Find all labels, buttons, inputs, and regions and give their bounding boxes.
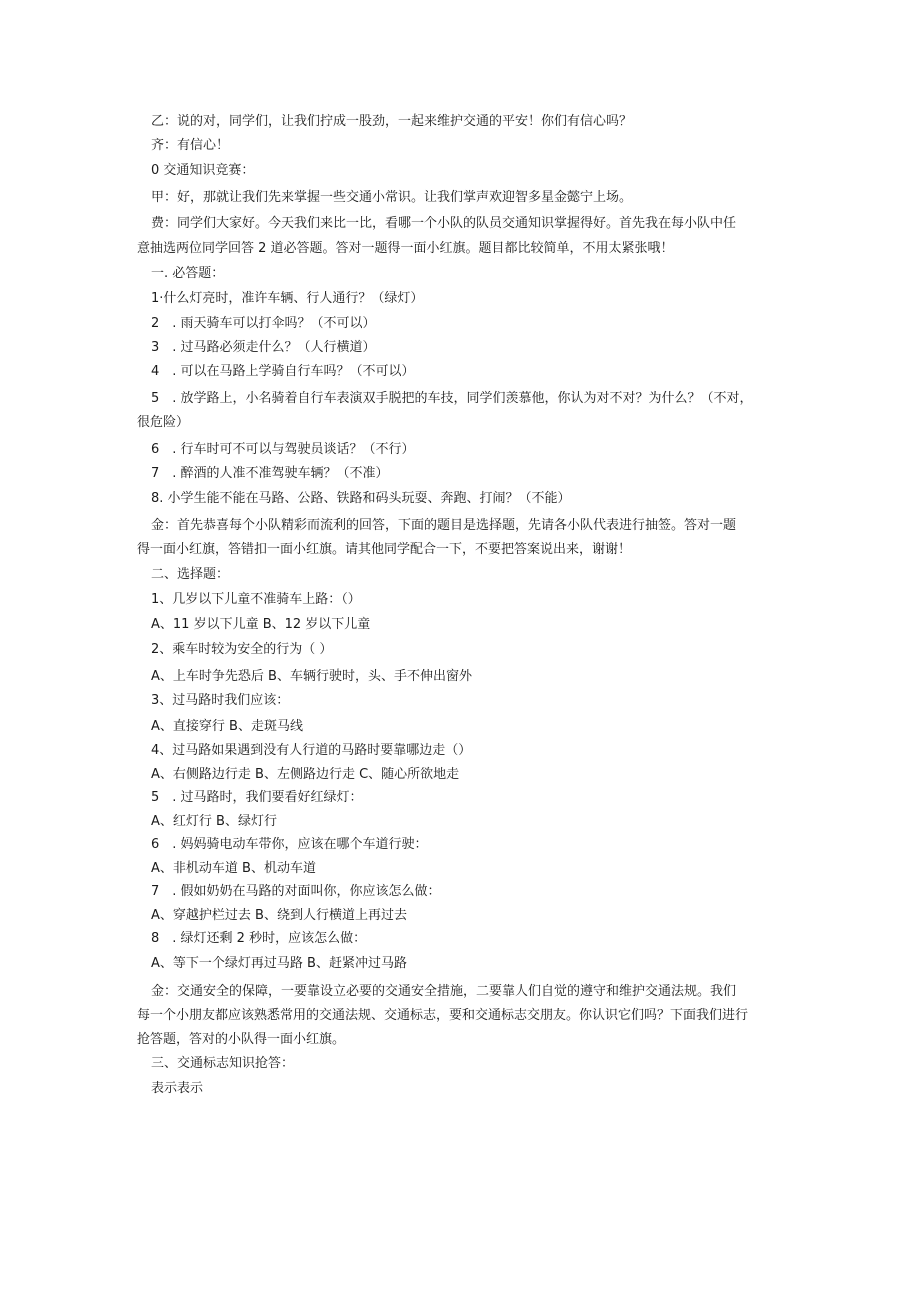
section-heading: 0 交通知识竞赛：	[151, 163, 255, 178]
answer-options: A、红灯行 B、绿灯行	[151, 814, 277, 829]
text-line: 金：首先恭喜每个小队精彩而流利的回答，下面的题目是选择题，先请各小队代表进行抽签。答对一题	[151, 518, 737, 533]
list-item: 6 . 行车时可不可以与驾驶员谈话？（不行）	[151, 442, 415, 457]
question: 4、过马路如果遇到没有人行道的马路时要靠哪边走（）	[151, 743, 472, 758]
list-item: 5 . 放学路上，小名骑着自行车表演双手脱把的车技，同学们羡慕他，你认为对不对？为什么？（不对，	[151, 391, 753, 406]
question: 1、几岁以下儿童不准骑车上路：（）	[151, 592, 361, 607]
text-line: 乙：说的对，同学们，让我们拧成一股劲，一起来维护交通的平安！你们有信心吗？	[151, 114, 633, 129]
text-line: 很危险）	[137, 415, 190, 430]
answer-options: A、上车时争先恐后 B、车辆行驶时，头、手不伸出窗外	[151, 669, 472, 684]
text-line: 齐：有信心！	[151, 138, 230, 153]
question: 6 . 妈妈骑电动车带你，应该在哪个车道行驶：	[151, 837, 428, 852]
answer-options: A、直接穿行 B、走斑马线	[151, 719, 303, 734]
answer-options: A、右侧路边行走 B、左侧路边行走 C、随心所欲地走	[151, 767, 460, 782]
text-line: 得一面小红旗，答错扣一面小红旗。请其他同学配合一下，不要把答案说出来，谢谢！	[137, 542, 632, 557]
answer-options: A、11 岁以下儿童 B、12 岁以下儿童	[151, 617, 371, 632]
question: 2、乘车时较为安全的行为（ ）	[151, 642, 333, 657]
text-line: 每一个小朋友都应该熟悉常用的交通法规、交通标志，要和交通标志交朋友。你认识它们吗？下面我们进行	[137, 1008, 749, 1023]
question: 3、过马路时我们应该：	[151, 693, 290, 708]
answer-options: A、等下一个绿灯再过马路 B、赶紧冲过马路	[151, 956, 407, 971]
question: 7 . 假如奶奶在马路的对面叫你，你应该怎么做：	[151, 884, 441, 899]
list-item: 8. 小学生能不能在马路、公路、铁路和码头玩耍、奔跑、打闹？（不能）	[151, 491, 571, 506]
answer-options: A、非机动车道 B、机动车道	[151, 861, 316, 876]
list-item: 1·什么灯亮时，准许车辆、行人通行？（绿灯）	[151, 291, 424, 306]
list-item: 4 . 可以在马路上学骑自行车吗？（不可以）	[151, 364, 415, 379]
answer-options: A、穿越护栏过去 B、绕到人行横道上再过去	[151, 908, 407, 923]
section-heading: 二、选择题：	[151, 567, 230, 582]
section-heading: 三、交通标志知识抢答：	[151, 1056, 295, 1071]
list-item: 7 . 醉酒的人准不准驾驶车辆？（不准）	[151, 466, 389, 481]
section-heading: 一. 必答题：	[151, 266, 225, 281]
text-line: 金：交通安全的保障，一要靠设立必要的交通安全措施，二要靠人们自觉的遵守和维护交通法规。我们	[151, 984, 737, 999]
list-item: 2 . 雨天骑车可以打伞吗？（不可以）	[151, 316, 376, 331]
text-line: 费：同学们大家好。今天我们来比一比，看哪一个小队的队员交通知识掌握得好。首先我在每小队中任	[151, 216, 737, 231]
text-line: 抢答题，答对的小队得一面小红旗。	[137, 1032, 346, 1047]
question: 5 . 过马路时，我们要看好红绿灯：	[151, 790, 363, 805]
text-line: 表示表示	[151, 1081, 204, 1096]
text-line: 意抽选两位同学回答 2 道必答题。答对一题得一面小红旗。题目都比较简单，不用太紧张哦！	[137, 241, 674, 256]
list-item: 3 . 过马路必须走什么？（人行横道）	[151, 340, 376, 355]
text-line: 甲：好，那就让我们先来掌握一些交通小常识。让我们掌声欢迎智多星金懿宁上场。	[151, 190, 633, 205]
question: 8 . 绿灯还剩 2 秒时，应该怎么做：	[151, 931, 367, 946]
